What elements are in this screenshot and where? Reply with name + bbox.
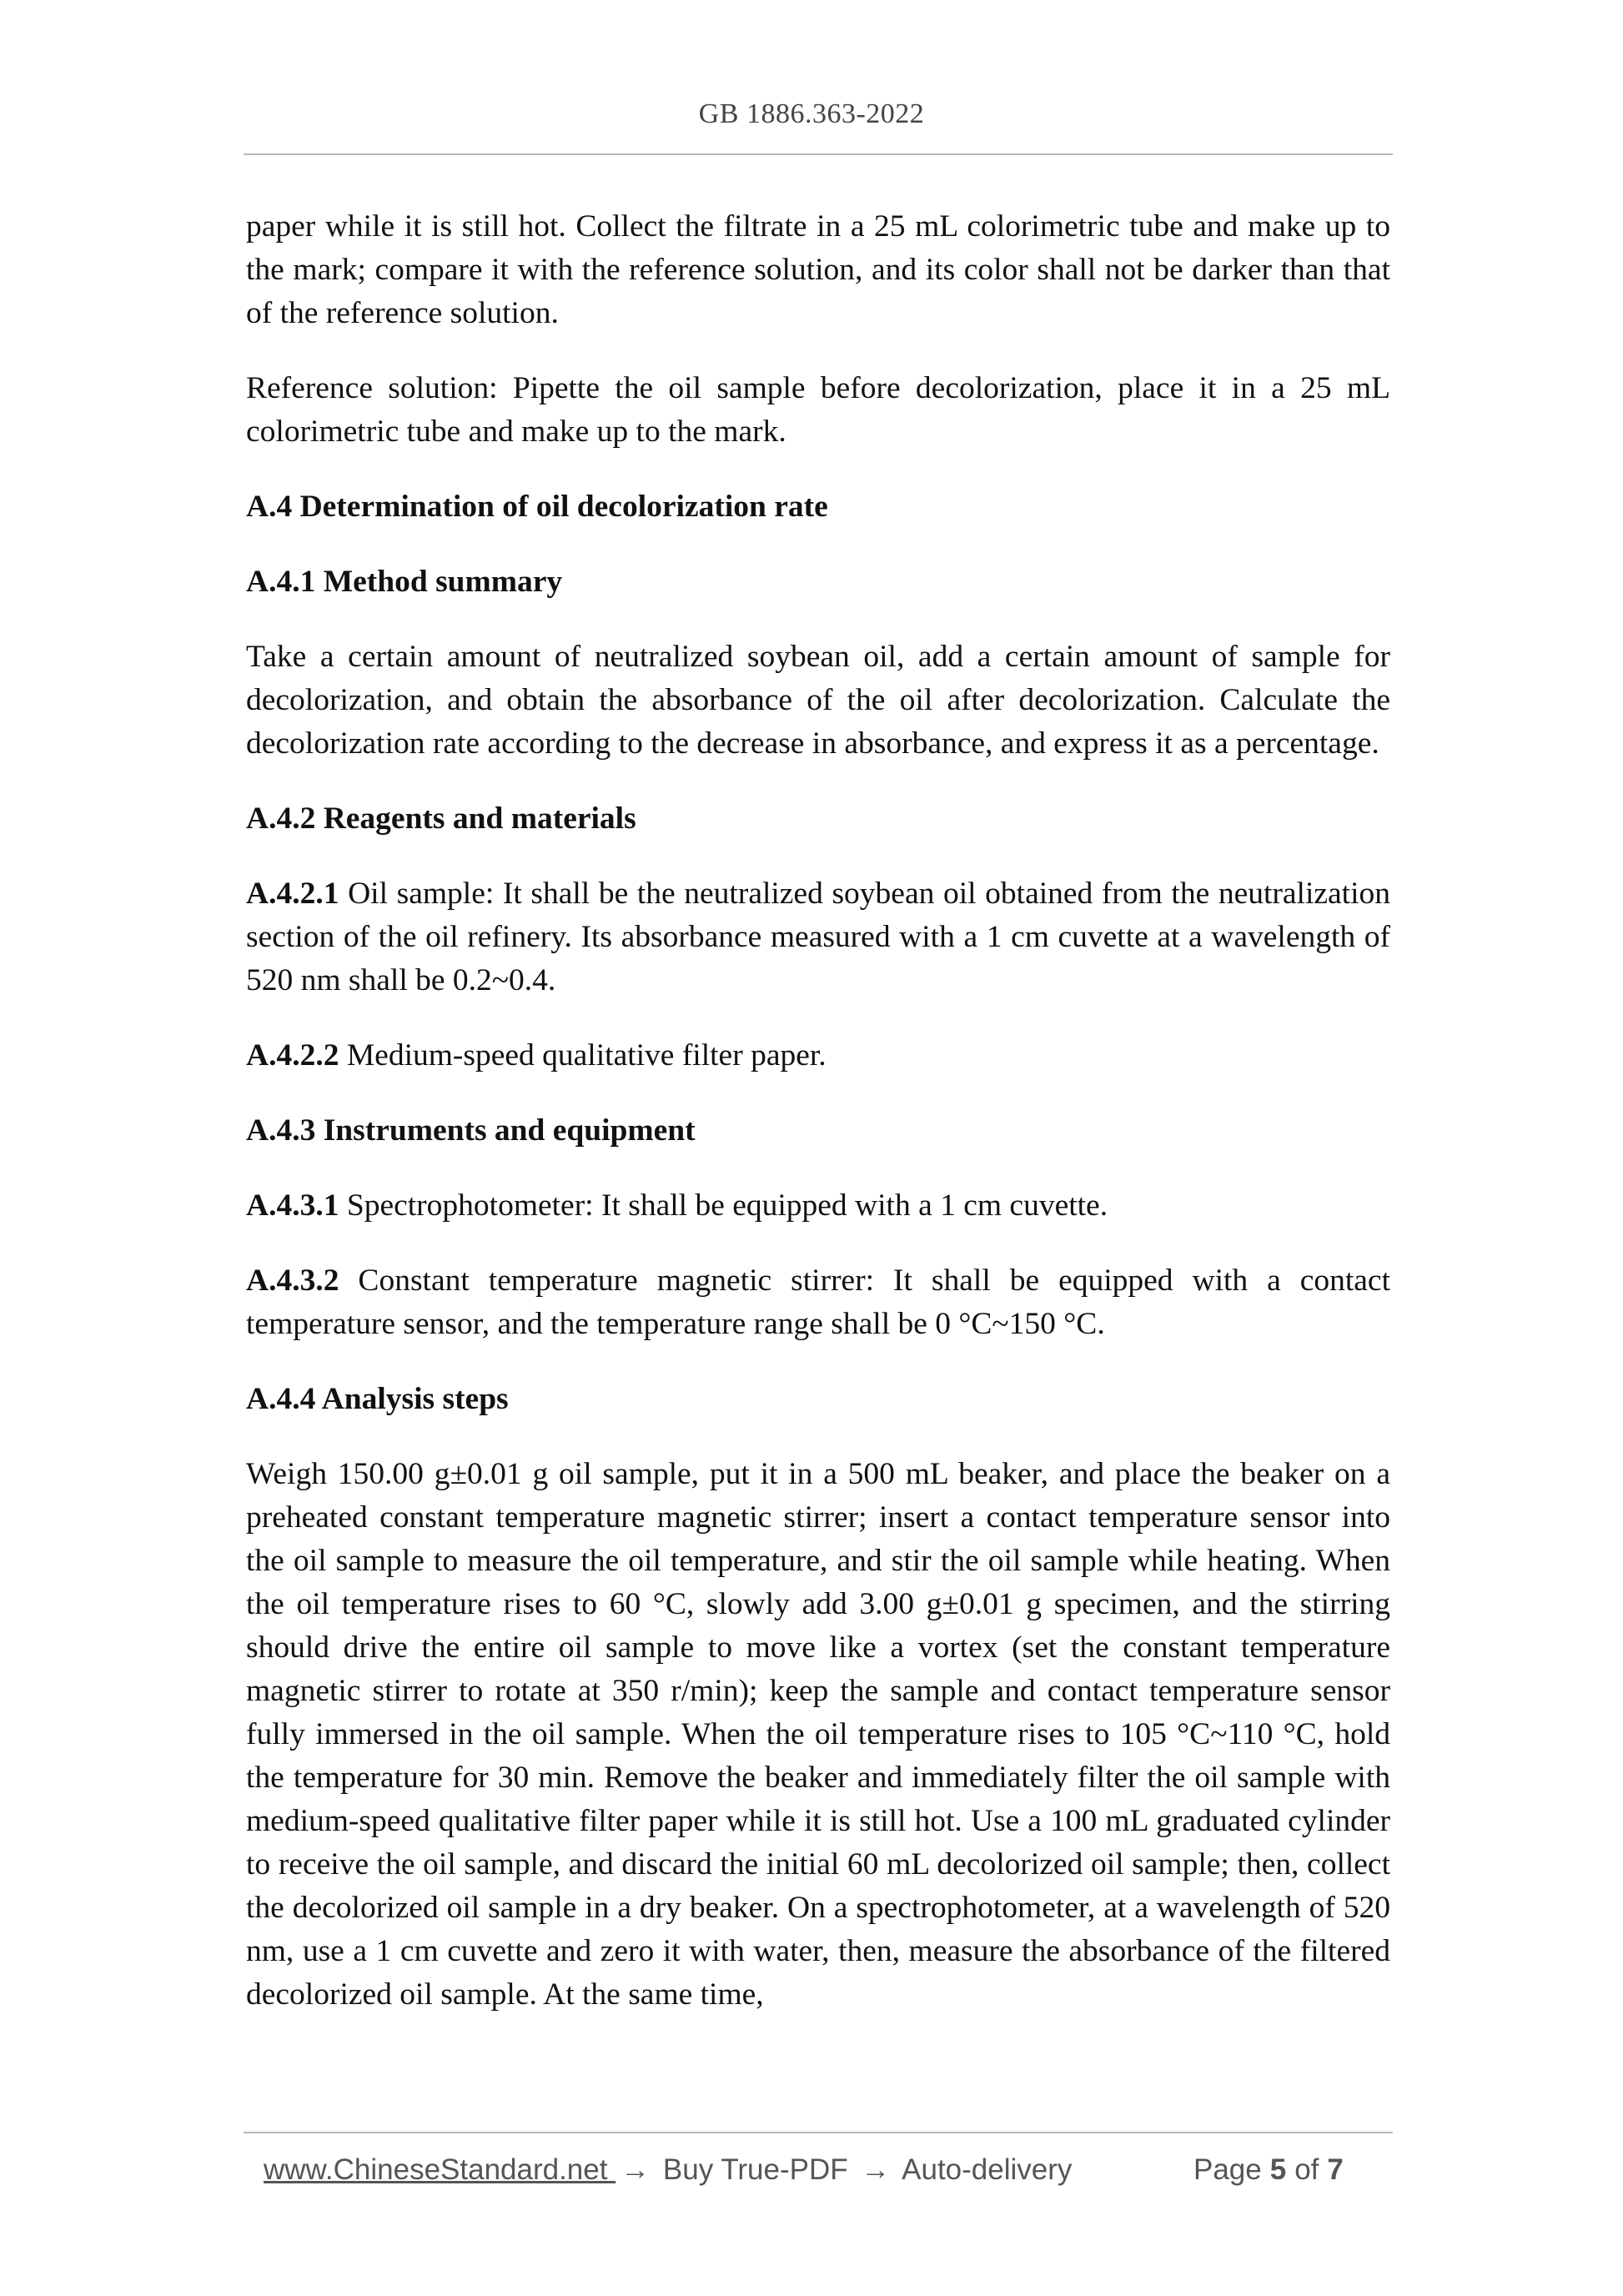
footer-promo: [264, 2150, 1072, 2190]
paragraph-analysis-steps: Weigh 150.00 g±0.01 g oil sample, put it in a 500 mL beaker, and place the beaker on a preheated constant temperature magnetic stirrer; insert a contact temperature sensor into the oil sample to measure the oil temperature, and stir the oil sample while heating. When the oil temperature rises to 60 °C, slowly add 3.00 g±0.01 g specimen, and the stirring should drive the entire oil sample to move like a vortex (set the constant temperature magnetic stirrer to rotate at 350 r/min); keep the sample and contact temperature sensor fully immersed in the oil sample. When the oil temperature rises to 105 °C~110 °C, hold the temperature for 30 min. Remove the beaker and immediately filter the oil sample with medium-speed qualitative filter paper while it is still hot. Use a 100 mL graduated cylinder to receive the oil sample, and discard the initial 60 mL decolorized oil sample; then, collect the decolorized oil sample in a dry beaker. On a spectrophotometer, at a wavelength of 520 nm, use a 1 cm cuvette and zero it with water, then, measure the absorbance of the filtered decolorized oil sample. At the same time,: [246, 1457, 1390, 2012]
page-label: Page: [1193, 2153, 1262, 2186]
section-heading-a4: A.4 Determination of oil decolorization rate: [246, 490, 828, 524]
document-header: GB 1886.363-2022: [698, 98, 925, 129]
clause-number: A.4.3.2: [246, 1264, 339, 1298]
paragraph-reference-solution: Reference solution: Pipette the oil sample before decolorization, place it in a 25 mL colorimetric tube and make up to the mark.: [246, 371, 1390, 449]
clause-text: Oil sample: It shall be the neutralized soybean oil obtained from the neutralization section of the oil refinery. Its absorbance measured with a 1 cm cuvette at a wavelength of 520 nm shall be 0.2~0.4.: [246, 877, 1390, 997]
arrow-right-icon: →: [861, 2153, 891, 2186]
of-label: of: [1294, 2153, 1319, 2186]
clause-number: A.4.3.1: [246, 1188, 339, 1223]
paragraph-method-summary: Take a certain amount of neutralized soybean oil, add a certain amount of sample for decolorization, and obtain the absorbance of the oil after decolorization. Calculate the decolorization rate according to the decrease in absorbance, and express it as a percentage.: [246, 640, 1390, 761]
page-counter: [1193, 2150, 1352, 2190]
clause-a431: [246, 1184, 1390, 1228]
footer-divider: [244, 2132, 1393, 2133]
website-link[interactable]: www.ChineseStandard.net: [264, 2153, 616, 2186]
clause-number: A.4.2.1: [246, 877, 339, 911]
clause-text: Spectrophotometer: It shall be equipped with a 1 cm cuvette.: [339, 1188, 1108, 1223]
current-page: 5: [1269, 2153, 1287, 2186]
arrow-right-icon: →: [621, 2153, 651, 2186]
paragraph-continuation: paper while it is still hot. Collect the filtrate in a 25 mL colorimetric tube and make up to the mark; compare it with the reference solution, and its color shall not be darker than that of the reference solution.: [246, 209, 1390, 330]
buy-pdf-text: Buy True-PDF: [655, 2153, 857, 2186]
section-heading-a41: A.4.1 Method summary: [246, 565, 563, 599]
section-heading-a43: A.4.3 Instruments and equipment: [246, 1113, 696, 1148]
clause-a421: [246, 872, 1390, 1002]
clause-a432: [246, 1259, 1390, 1346]
section-heading-a42: A.4.2 Reagents and materials: [246, 801, 636, 836]
clause-text: Medium-speed qualitative filter paper.: [339, 1038, 827, 1073]
clause-number: A.4.2.2: [246, 1038, 339, 1073]
clause-a422: [246, 1034, 1390, 1078]
clause-text: Constant temperature magnetic stirrer: It shall be equipped with a contact temperature sensor, and the temperature range shall be 0 °C~150 °C.: [246, 1264, 1390, 1341]
auto-delivery-text: Auto-delivery: [895, 2153, 1073, 2186]
document-body: [246, 205, 1390, 2017]
header-divider: [244, 153, 1393, 155]
page-footer: [264, 2150, 1373, 2190]
total-pages: 7: [1327, 2153, 1344, 2186]
section-heading-a44: A.4.4 Analysis steps: [246, 1382, 509, 1416]
